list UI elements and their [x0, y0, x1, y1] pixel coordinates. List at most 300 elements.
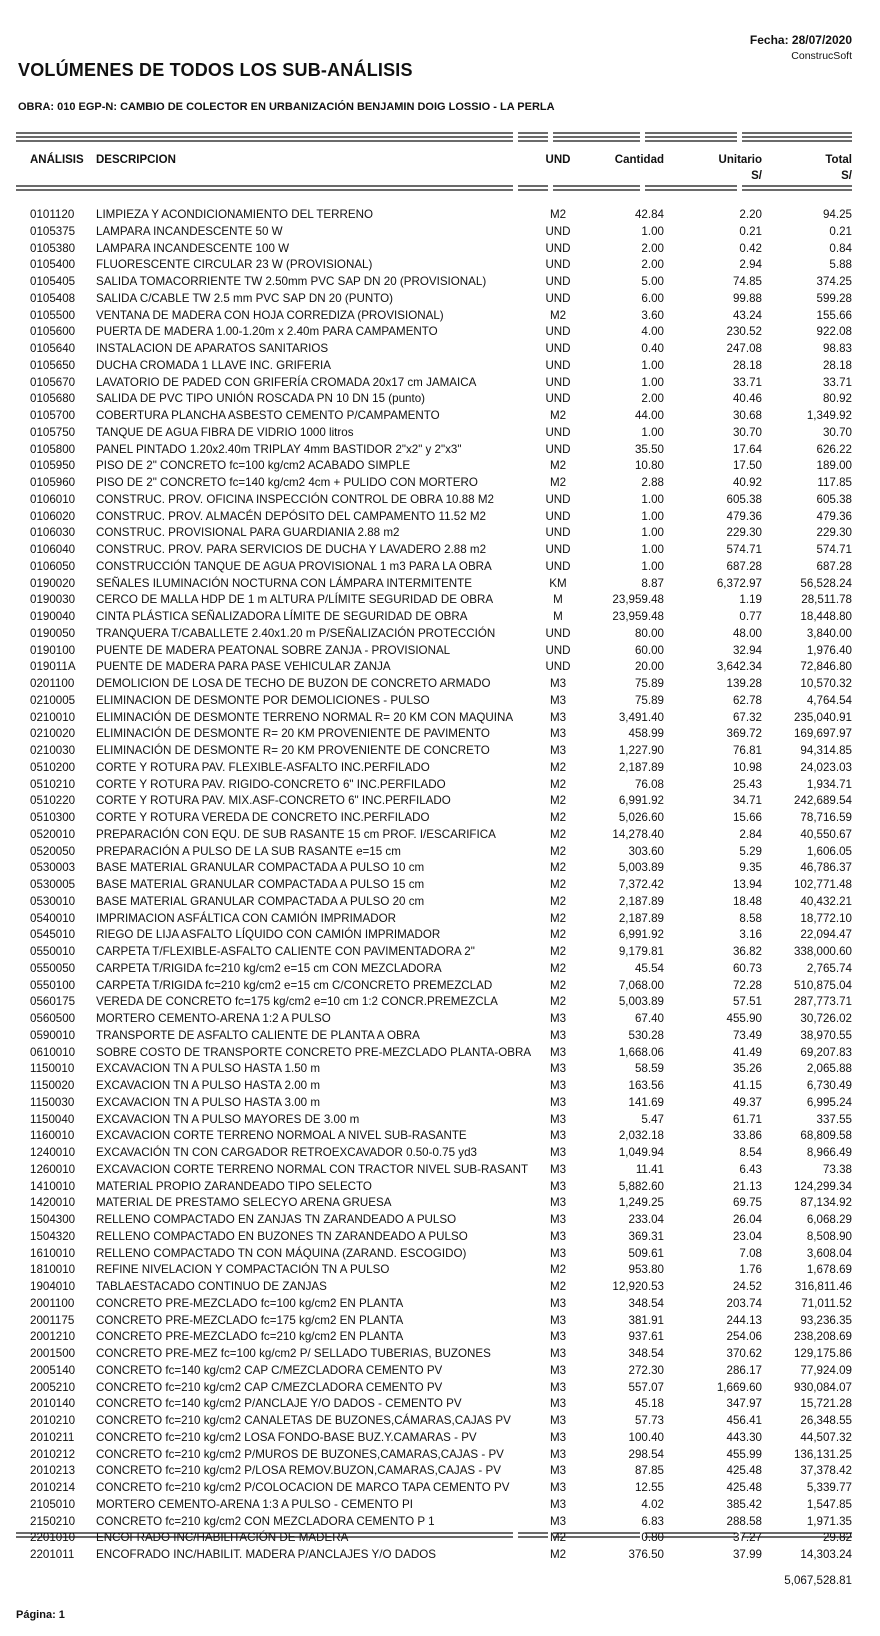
description: CONCRETO fc=210 kg/cm2 P/COLOCACION DE MARCO TAPA CEMENTO PV [96, 1481, 510, 1494]
description: LIMPIEZA Y ACONDICIONAMIENTO DEL TERRENO [96, 208, 374, 221]
quantity: 6,991.92 [618, 794, 664, 808]
col-header-total: Total [825, 154, 852, 166]
description: RELLENO COMPACTADO EN BUZONES TN ZARANDEADO A PULSO [96, 1229, 468, 1243]
table-row [0, 1112, 880, 1129]
unit: M2 [549, 1280, 567, 1293]
unit: M2 [549, 1263, 567, 1277]
row-total: 24,023.03 [800, 760, 852, 774]
row-total: 6,995.24 [806, 1095, 852, 1109]
unit: M3 [549, 1397, 567, 1411]
row-total: 117.85 [817, 476, 852, 489]
description: CONSTRUC. PROVISIONAL PARA GUARDIANIA 2.88 m2 [96, 526, 400, 540]
table-row [0, 375, 880, 392]
analisis-code: 2001100 [30, 1296, 75, 1310]
quantity: 87.85 [634, 1464, 664, 1478]
analisis-code: 0106040 [30, 543, 76, 556]
row-total: 235,040.91 [793, 710, 852, 724]
analisis-code: 0610010 [30, 1045, 76, 1059]
analisis-code: 0105400 [30, 258, 76, 272]
unit: M3 [549, 1196, 567, 1210]
quantity: 348.54 [628, 1347, 664, 1360]
unit: M3 [549, 1347, 567, 1360]
table-row [0, 1212, 880, 1229]
table-row [0, 592, 880, 609]
analisis-code: 0105670 [30, 375, 76, 389]
quantity: 20.00 [634, 660, 664, 674]
col-header-total-sub: S/ [841, 170, 852, 182]
description: CONCRETO fc=140 kg/cm2 CAP C/MEZCLADORA CEMENTO PV [96, 1363, 443, 1377]
quantity: 12,920.53 [612, 1280, 664, 1293]
unit-price: 8.58 [739, 911, 762, 925]
quantity: 1.00 [641, 509, 664, 523]
unit-price: 67.32 [732, 710, 762, 724]
quantity: 14,278.40 [612, 827, 664, 841]
quantity: 7,372.42 [618, 878, 664, 891]
table-row [0, 961, 880, 978]
row-total: 29.82 [822, 1531, 852, 1545]
unit-price: 229.30 [726, 526, 762, 540]
analisis-code: 0520050 [30, 844, 76, 858]
unit: UND [545, 492, 571, 506]
quantity: 141.69 [628, 1095, 664, 1109]
quantity: 509.61 [628, 1246, 664, 1260]
row-total: 18,772.10 [800, 911, 852, 925]
unit: M2 [549, 777, 567, 791]
quantity: 2.00 [641, 392, 664, 406]
row-total: 1,547.85 [806, 1497, 852, 1511]
unit-price: 23.04 [732, 1229, 762, 1243]
description: PISO DE 2" CONCRETO fc=140 kg/cm2 4cm + PULIDO CON MORTERO [96, 476, 478, 489]
quantity: 75.89 [634, 693, 664, 707]
description: CONCRETO PRE-MEZ fc=100 kg/cm2 P/ SELLADO TUBERIAS, BUZONES [96, 1347, 491, 1360]
unit-price: 139.28 [726, 677, 762, 690]
unit-price: 32.94 [732, 643, 762, 657]
analisis-code: 1904010 [30, 1280, 76, 1293]
unit: UND [545, 291, 571, 305]
row-total: 68,809.58 [800, 1129, 852, 1143]
unit: UND [545, 224, 571, 238]
row-total: 242,689.54 [793, 794, 852, 808]
unit: M3 [549, 1012, 567, 1025]
description: CORTE Y ROTURA PAV. FLEXIBLE-ASFALTO INC.PERFILADO [96, 760, 430, 774]
row-total: 40,550.67 [800, 827, 852, 841]
table-row [0, 743, 880, 760]
table-row [0, 1246, 880, 1263]
unit: M3 [549, 1430, 567, 1444]
unit-price: 455.90 [726, 1012, 762, 1025]
description: SALIDA TOMACORRIENTE TW 2.50mm PVC SAP DN 20 (PROVISIONAL) [96, 275, 487, 288]
description: ELIMINACIÓN DE DESMONTE R= 20 KM PROVENIENTE DE PAVIMENTO [96, 727, 490, 741]
unit: M3 [549, 693, 567, 707]
row-total: 33.71 [822, 375, 852, 389]
analisis-code: 0105380 [30, 241, 76, 255]
table-row [0, 659, 880, 676]
analisis-code: 0105408 [30, 291, 76, 305]
description: EXCAVACION TN A PULSO HASTA 2.00 m [96, 1079, 321, 1092]
quantity: 5,882.60 [618, 1179, 664, 1193]
table-row [0, 710, 880, 727]
description: VEREDA DE CONCRETO fc=175 kg/cm2 e=10 cm 1:2 CONCR.PREMEZCLA [96, 995, 498, 1009]
unit-price: 0.77 [739, 610, 762, 623]
description: MATERIAL DE PRESTAMO SELECYO ARENA GRUESA [96, 1196, 392, 1210]
analisis-code: 0590010 [30, 1028, 76, 1042]
row-total: 73.38 [822, 1162, 852, 1176]
unit: M3 [549, 677, 567, 690]
unit-price: 41.49 [732, 1045, 762, 1059]
row-total: 1,971.35 [806, 1514, 852, 1528]
quantity: 1,049.94 [618, 1146, 664, 1159]
analisis-code: 0190020 [30, 576, 76, 590]
unit: M2 [549, 928, 567, 942]
table-row [0, 1313, 880, 1330]
description: SALIDA DE PVC TIPO UNIÓN ROSCADA PN 10 DN 15 (punto) [96, 392, 426, 406]
analisis-code: 1610010 [30, 1246, 76, 1260]
quantity: 75.89 [634, 677, 664, 690]
unit: M2 [549, 208, 567, 221]
unit-price: 6.43 [739, 1162, 762, 1176]
row-total: 14,303.24 [800, 1548, 852, 1561]
row-total: 1,976.40 [806, 643, 852, 657]
description: CONCRETO fc=210 kg/cm2 CON MEZCLADORA CEMENTO P 1 [96, 1514, 435, 1528]
col-header-und: UND [545, 154, 571, 166]
row-total: 136,131.25 [793, 1447, 852, 1461]
row-total: 44,507.32 [800, 1430, 852, 1444]
unit: M3 [549, 1464, 567, 1478]
row-total: 687.28 [816, 559, 852, 573]
unit: UND [545, 643, 571, 657]
quantity: 11.41 [635, 1162, 664, 1176]
row-total: 1,934.71 [806, 777, 852, 791]
table-row [0, 1396, 880, 1413]
unit-price: 370.62 [726, 1347, 762, 1360]
header-bottom-rule [16, 186, 852, 190]
description: DUCHA CROMADA 1 LLAVE INC. GRIFERIA [96, 358, 331, 372]
analisis-code: 0190040 [30, 610, 76, 623]
quantity: 67.40 [634, 1012, 664, 1025]
table-row [0, 1095, 880, 1112]
unit-price: 8.54 [739, 1146, 762, 1159]
analisis-code: 0105750 [30, 425, 76, 439]
unit-price: 2.84 [739, 827, 762, 841]
analisis-code: 0105680 [30, 392, 76, 406]
unit-price: 286.17 [726, 1363, 762, 1377]
unit-price: 49.37 [732, 1095, 762, 1109]
table-row [0, 492, 880, 509]
table-row [0, 1413, 880, 1430]
description: ENCOFRADO INC/HABILIT. MADERA P/ANCLAJES Y/O DADOS [96, 1548, 436, 1561]
analisis-code: 1810010 [30, 1263, 76, 1277]
unit: M3 [549, 1095, 567, 1109]
analisis-code: 0210030 [30, 744, 76, 757]
quantity: 2.00 [641, 258, 664, 272]
table-row [0, 475, 880, 492]
analisis-code: 0550010 [30, 945, 76, 958]
analisis-code: 0545010 [30, 928, 76, 942]
row-total: 15,721.28 [800, 1397, 852, 1411]
description: EXCAVACION TN A PULSO HASTA 3.00 m [96, 1095, 321, 1109]
description: TABLAESTACADO CONTINUO DE ZANJAS [96, 1280, 327, 1293]
unit: M3 [549, 1514, 567, 1528]
unit: M3 [549, 1497, 567, 1511]
unit-price: 76.81 [732, 744, 762, 757]
analisis-code: 2001500 [30, 1347, 76, 1360]
row-total: 374.25 [816, 275, 852, 288]
quantity: 3.60 [641, 308, 664, 322]
row-total: 30,726.02 [800, 1012, 852, 1025]
unit-price: 9.35 [739, 861, 762, 875]
unit-price: 425.48 [726, 1464, 762, 1478]
quantity: 5.47 [641, 1112, 664, 1126]
table-row [0, 760, 880, 777]
quantity: 4.02 [641, 1497, 664, 1511]
unit-price: 28.18 [732, 358, 762, 372]
description: BASE MATERIAL GRANULAR COMPACTADA A PULSO 20 cm [96, 894, 425, 908]
description: CINTA PLÁSTICA SEÑALIZADORA LÍMITE DE SEGURIDAD DE OBRA [96, 610, 468, 623]
unit: M2 [549, 760, 567, 774]
unit-price: 479.36 [726, 509, 762, 523]
quantity: 0.80 [641, 1531, 664, 1545]
table-row [0, 1279, 880, 1296]
unit-price: 7.08 [739, 1246, 762, 1260]
analisis-code: 2010140 [30, 1397, 76, 1411]
unit-price: 443.30 [726, 1430, 762, 1444]
unit-price: 24.52 [732, 1280, 762, 1293]
description: RELLENO COMPACTADO TN CON MÁQUINA (ZARAND. ESCOGIDO) [96, 1246, 467, 1260]
unit: M [553, 610, 563, 623]
analisis-code: 1150020 [30, 1079, 75, 1092]
unit: M3 [549, 1129, 567, 1143]
unit-price: 1.19 [739, 593, 762, 607]
description: PANEL PINTADO 1.20x2.40m TRIPLAY 4mm BASTIDOR 2"x2" y 2"x3" [96, 442, 462, 456]
unit-price: 40.92 [732, 476, 762, 489]
row-total: 71,011.52 [801, 1296, 852, 1310]
quantity: 2,187.89 [618, 911, 664, 925]
unit: UND [545, 559, 571, 573]
unit-price: 456.41 [726, 1414, 762, 1427]
unit: M2 [549, 1531, 567, 1545]
unit-price: 60.73 [732, 961, 762, 975]
quantity: 1.00 [641, 492, 664, 506]
unit-price: 574.71 [726, 543, 762, 556]
unit: M [553, 593, 563, 607]
unit: M3 [549, 1246, 567, 1260]
unit-price: 18.48 [732, 894, 762, 908]
unit-price: 99.88 [732, 291, 762, 305]
quantity: 233.04 [628, 1213, 664, 1226]
row-total: 28,511.78 [801, 593, 852, 607]
table-row [0, 1229, 880, 1246]
analisis-code: 0520010 [30, 827, 76, 841]
description: RELLENO COMPACTADO EN ZANJAS TN ZARANDEADO A PULSO [96, 1213, 457, 1226]
description: ELIMINACIÓN DE DESMONTE R= 20 KM PROVENIENTE DE CONCRETO [96, 744, 490, 757]
unit: M3 [549, 1481, 567, 1494]
unit-price: 61.71 [732, 1112, 762, 1126]
row-total: 37,378.42 [800, 1464, 852, 1478]
unit: UND [545, 543, 571, 556]
analisis-code: 0190030 [30, 593, 76, 607]
unit: UND [545, 358, 571, 372]
description: CORTE Y ROTURA VEREDA DE CONCRETO INC.PERFILADO [96, 811, 430, 824]
unit-price: 15.66 [732, 811, 762, 824]
analisis-code: 0105650 [30, 358, 76, 372]
unit-price: 69.75 [732, 1196, 762, 1210]
analisis-code: 2010211 [30, 1430, 75, 1444]
description: LAVATORIO DE PADED CON GRIFERÍA CROMADA 20x17 cm JAMAICA [96, 375, 477, 389]
quantity: 303.60 [628, 844, 664, 858]
unit-price: 288.58 [726, 1514, 762, 1528]
table-row [0, 626, 880, 643]
unit-price: 34.71 [732, 794, 762, 808]
analisis-code: 0530005 [30, 878, 76, 891]
row-total: 78,716.59 [800, 811, 852, 824]
row-total: 930,084.07 [793, 1380, 852, 1394]
analisis-code: 1260010 [30, 1162, 76, 1176]
row-total: 0.21 [829, 224, 852, 238]
analisis-code: 0105600 [30, 325, 76, 339]
analisis-code: 1504320 [30, 1229, 76, 1243]
description: MORTERO CEMENTO-ARENA 1:2 A PULSO [96, 1012, 331, 1025]
unit: UND [545, 275, 571, 288]
table-row [0, 425, 880, 442]
description: BASE MATERIAL GRANULAR COMPACTADA A PULSO 15 cm [96, 878, 425, 891]
unit: M3 [549, 1028, 567, 1042]
description: CONCRETO fc=210 kg/cm2 LOSA FONDO-BASE BUZ.Y.CAMARAS - PV [96, 1430, 477, 1444]
row-total: 102,771.48 [793, 878, 852, 891]
quantity: 2,032.18 [618, 1129, 664, 1143]
analisis-code: 2010214 [30, 1481, 76, 1494]
unit: M2 [549, 827, 567, 841]
table-row [0, 241, 880, 258]
table-row [0, 291, 880, 308]
analisis-code: 1420010 [30, 1196, 76, 1210]
unit-price: 455.99 [726, 1447, 762, 1461]
table-body [0, 207, 880, 1564]
unit: M3 [549, 1447, 567, 1461]
row-total: 40,432.21 [800, 894, 852, 908]
table-row [0, 1447, 880, 1464]
analisis-code: 1160010 [30, 1129, 75, 1143]
analisis-code: 1150010 [30, 1062, 75, 1076]
description: VENTANA DE MADERA CON HOJA CORREDIZA (PROVISIONAL) [96, 308, 444, 322]
analisis-code: 0101120 [30, 208, 75, 221]
quantity: 557.07 [628, 1380, 664, 1394]
description: CERCO DE MALLA HDP DE 1 m ALTURA P/LÍMITE SEGURIDAD DE OBRA [96, 593, 494, 607]
table-row [0, 793, 880, 810]
description: SOBRE COSTO DE TRANSPORTE CONCRETO PRE-MEZCLADO PLANTA-OBRA [96, 1045, 532, 1059]
analisis-code: 2010212 [30, 1447, 76, 1461]
quantity: 272.30 [628, 1363, 664, 1377]
analisis-code: 0105950 [30, 459, 76, 473]
table-row [0, 777, 880, 794]
analisis-code: 0210010 [30, 710, 76, 724]
unit-price: 40.46 [732, 392, 762, 406]
analisis-code: 0105800 [30, 442, 76, 456]
table-row [0, 358, 880, 375]
unit: M2 [549, 961, 567, 975]
project-label: OBRA: 010 EGP-N: CAMBIO DE COLECTOR EN URBANIZACIÓN BENJAMIN DOIG LOSSIO - LA PERLA [18, 101, 555, 113]
unit-price: 43.24 [732, 308, 762, 322]
row-total: 337.55 [816, 1112, 852, 1126]
col-header-cantidad: Cantidad [614, 154, 664, 166]
description: CONCRETO PRE-MEZCLADO fc=175 kg/cm2 EN PLANTA [96, 1313, 404, 1327]
row-total: 3,608.04 [806, 1246, 852, 1260]
row-total: 574.71 [816, 543, 852, 556]
table-row [0, 877, 880, 894]
table-row [0, 676, 880, 693]
unit: M2 [549, 409, 567, 422]
analisis-code: 2105010 [30, 1497, 76, 1511]
analisis-code: 0560175 [30, 995, 76, 1009]
analisis-code: 2005140 [30, 1363, 76, 1377]
col-header-descripcion: DESCRIPCION [96, 154, 176, 166]
row-total: 3,840.00 [806, 626, 852, 640]
quantity: 5,026.60 [618, 811, 664, 824]
description: EXCAVACION TN A PULSO HASTA 1.50 m [96, 1062, 321, 1076]
row-total: 5,339.77 [806, 1481, 852, 1494]
unit-price: 5.29 [739, 844, 762, 858]
description: PISO DE 2" CONCRETO fc=100 kg/cm2 ACABADO SIMPLE [96, 459, 411, 473]
unit-price: 37.27 [732, 1531, 762, 1545]
row-total: 169,697.97 [793, 727, 852, 741]
row-total: 626.22 [816, 442, 852, 456]
analisis-code: 0190050 [30, 626, 76, 640]
unit: UND [545, 509, 571, 523]
description: ELIMINACIÓN DE DESMONTE TERRENO NORMAL R= 20 KM CON MAQUINA [96, 710, 514, 724]
description: CONCRETO fc=140 kg/cm2 P/ANCLAJE Y/O DADOS - CEMENTO PV [96, 1397, 462, 1411]
row-total: 155.66 [816, 308, 852, 322]
quantity: 58.59 [634, 1062, 664, 1076]
table-row [0, 1145, 880, 1162]
description: CONCRETO PRE-MEZCLADO fc=210 kg/cm2 EN PLANTA [96, 1330, 404, 1344]
quantity: 5,003.89 [618, 861, 664, 875]
row-total: 599.28 [816, 291, 852, 305]
description: LAMPARA INCANDESCENTE 100 W [96, 241, 290, 255]
row-total: 605.38 [816, 492, 852, 506]
description: LAMPARA INCANDESCENTE 50 W [96, 224, 283, 238]
unit: M2 [549, 911, 567, 925]
unit-price: 203.74 [726, 1296, 762, 1310]
table-row [0, 1514, 880, 1531]
quantity: 2.88 [641, 476, 664, 489]
unit-price: 230.52 [726, 325, 762, 339]
description: CORTE Y ROTURA PAV. MIX.ASF-CONCRETO 6" INC.PERFILADO [96, 794, 451, 808]
row-total: 2,765.74 [806, 961, 852, 975]
analisis-code: 0550050 [30, 961, 76, 975]
table-row [0, 1480, 880, 1497]
quantity: 530.28 [628, 1028, 664, 1042]
unit-price: 33.71 [732, 375, 762, 389]
quantity: 2,187.89 [618, 894, 664, 908]
row-total: 30.70 [822, 425, 852, 439]
analisis-code: 0210005 [30, 693, 76, 707]
row-total: 2,065.88 [806, 1062, 852, 1076]
description: MATERIAL PROPIO ZARANDEADO TIPO SELECTO [96, 1179, 372, 1193]
unit: UND [545, 258, 571, 272]
unit-price: 17.50 [732, 459, 762, 473]
analisis-code: 0530010 [30, 894, 76, 908]
table-row [0, 726, 880, 743]
analisis-code: 2001210 [30, 1330, 76, 1344]
description: CONSTRUC. PROV. OFICINA INSPECCIÓN CONTROL DE OBRA 10.88 M2 [96, 492, 494, 506]
description: SEÑALES ILUMINACIÓN NOCTURNA CON LÁMPARA INTERMITENTE [96, 576, 472, 590]
unit-price: 26.04 [732, 1213, 762, 1226]
table-row [0, 609, 880, 626]
table-row [0, 1296, 880, 1313]
table-row [0, 827, 880, 844]
table-row [0, 274, 880, 291]
description: REFINE NIVELACION Y COMPACTACIÓN TN A PULSO [96, 1263, 390, 1277]
table-row [0, 1195, 880, 1212]
